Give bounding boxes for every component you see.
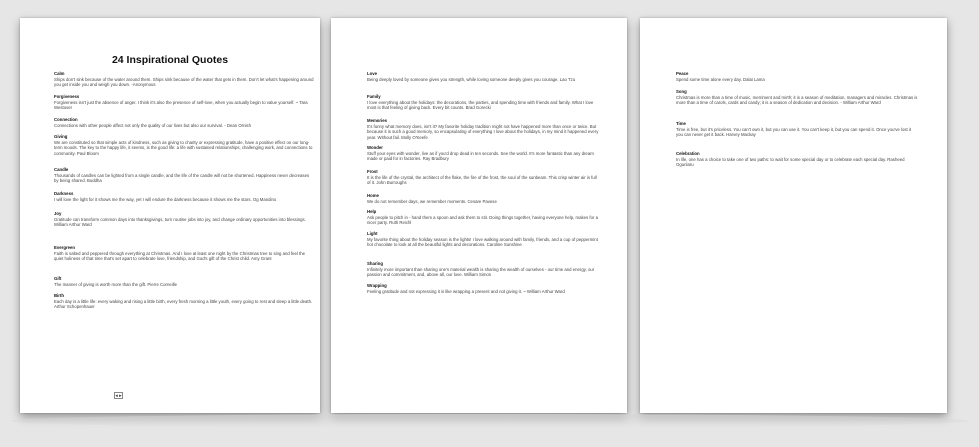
quote-title: Gift <box>54 276 62 281</box>
quote-title: Evergreen <box>54 245 76 250</box>
quote-title: Forgiveness <box>54 94 80 99</box>
quote-entry <box>367 261 599 278</box>
quote-title: Song <box>676 89 687 94</box>
quote-text: Each day is a little life: every waking and rising a little birth, every fresh morning a little youth, every going to rest and sleep a little death. Arthur Schopenhauer <box>54 298 313 310</box>
quote-entry <box>367 94 599 111</box>
quote-entry <box>367 145 599 162</box>
quote-text: Spend some time alone every day. Dalai Lama <box>676 76 765 82</box>
quote-title: Sharing <box>367 261 383 266</box>
quote-title: Home <box>367 193 379 198</box>
quote-text: It's funny what memory does, isn't it? My favorite holiday tradition might not have happened more than once or twice. But because it is such a good memory, so encapsulating of everything I love about the holidays, in my mind it happened every year. Without fail. Molly O'Keefe <box>367 123 599 141</box>
page-3 <box>640 18 947 413</box>
quote-text: It is the life of the crystal, the architect of the flake, the fire of the frost, the soul of the sunbeam. This crisp winter air is full of it. John Burroughs <box>367 174 597 186</box>
quote-text: Ships don't sink because of the water around them. Ships sink because of the water that gets in them. Don't let what's happening around you get inside you and weigh you down. -Anonymous <box>54 76 314 88</box>
quote-title: Darkness <box>54 191 74 196</box>
quote-text: Stuff your eyes with wonder, live as if you'd drop dead in ten seconds. See the world. It's more fantastic than any dream made or paid for in factories. Ray Bradbury <box>367 150 594 162</box>
quote-title: Wrapping <box>367 283 387 288</box>
quote-entry <box>367 231 599 248</box>
quote-entry <box>367 169 599 186</box>
quote-entry <box>54 167 314 184</box>
page-navigation-button[interactable]: ◂ ▸ <box>115 393 122 399</box>
quote-text: In life, one has a choice to take one of two paths: to wait for some special day or to celebrate each special day. Rasheed Ogunlaru <box>676 156 905 168</box>
quote-text: Thousands of candles can be lighted from a single candle, and the life of the candle will not be shortened. Happiness never decreases by being shared. Buddha <box>54 172 310 184</box>
quote-text: Infinitely more important than sharing one's material wealth is sharing the wealth of ourselves - our time and energy, our passion and commitment, and, above all, our love. William Simon <box>367 266 595 278</box>
quote-entry <box>367 209 599 226</box>
quote-text: I will love the light for it shows me the way, yet I will endure the darkness because it shows me the stars. Og Mandino <box>54 196 277 202</box>
quote-entry <box>676 121 918 138</box>
quote-entry <box>54 191 314 202</box>
quote-text: Faith is salted and peppered through everything at Christmas. And I love at least one night by the Christmas tree to sing and feel the quiet holiness of that time that's set apart to celebrate love, friendship, and God's gift of the Christ child. Amy Grant <box>54 250 306 262</box>
quote-title: Family <box>367 94 381 99</box>
quote-title: Help <box>367 209 377 214</box>
quote-title: Calm <box>54 71 65 76</box>
quote-title: Frost <box>367 169 378 174</box>
quote-text: We are constituted so that simple acts of kindness, such as giving to charity or expressing gratitude, have a positive effect on our long-term moods. The key to the happy life, it seems, is the good life: a life with sustained relationships, challenging work, and connections to community. Paul Bloom <box>54 139 313 157</box>
quote-title: Joy <box>54 211 62 216</box>
quote-text: I love everything about the holidays: the decorations, the parties, and spending time with friends and family. What I love most is that feeling of giving back. Every bit counts. Brad Gorecki <box>367 99 594 111</box>
quote-text: Ask people to pitch in - hand them a spoon and ask them to stir. Doing things together, having everyone help, makes for a nicer party. Ruth Reichl <box>367 214 598 226</box>
quote-text: Feeling gratitude and not expressing it is like wrapping a present and not giving it. ~ William Arthur Ward <box>367 288 565 294</box>
quote-text: My favorite thing about the holiday season is the lights! I love walking around with family, friends, and a cup of peppermint hot chocolate to look at all the beautiful lights and decorations. Caroline Sunshine <box>367 236 598 248</box>
quote-entry <box>54 71 314 88</box>
quote-entry <box>367 118 599 141</box>
quote-entry <box>676 89 918 106</box>
quote-entry <box>367 283 599 294</box>
shadow-decoration <box>10 414 969 428</box>
quote-text: We do not remember days, we remember moments. Cesare Pavese <box>367 198 497 204</box>
quote-text: Being deeply loved by someone gives you strength, while loving someone deeply gives you courage. Lao Tzu <box>367 76 576 82</box>
document-title: 24 Inspirational Quotes <box>111 54 229 66</box>
quote-text: Connections with other people affect not only the quality of our lives but also our survival. - Dean Ornish <box>54 122 251 128</box>
quote-title: Light <box>367 231 378 236</box>
quote-entry <box>54 245 314 262</box>
quote-entry <box>54 134 314 157</box>
quote-entry <box>54 211 314 228</box>
quote-title: Candle <box>54 167 69 172</box>
quote-title: Time <box>676 121 686 126</box>
quote-title: Memories <box>367 118 388 123</box>
quote-entry <box>367 71 599 82</box>
quote-entry <box>676 71 918 82</box>
quote-entry <box>54 117 314 128</box>
page-1 <box>20 18 320 413</box>
quote-entry <box>367 193 599 204</box>
quote-entry <box>676 151 918 168</box>
quote-entry <box>54 293 314 310</box>
quote-title: Wonder <box>367 145 383 150</box>
quote-title: Peace <box>676 71 689 76</box>
quote-text: Gratitude can transform common days into thanksgivings, turn routine jobs into joy, and change ordinary opportunities into blessings. William Arthur Ward <box>54 216 306 228</box>
quote-entry <box>54 276 314 287</box>
quote-title: Celebration <box>676 151 700 156</box>
page-2 <box>331 18 627 413</box>
quote-text: Christmas is more than a time of music, merriment and mirth; it is a season of meditation, managers and miracles. Christmas is more than a time of carols, cards and candy; it is a season of dedication and decision. - William Arthur Ward <box>676 94 918 106</box>
quote-entry <box>54 94 314 111</box>
quote-title: Love <box>367 71 378 76</box>
quote-text: The manner of giving is worth more than the gift. Pierre Corneille <box>54 281 177 287</box>
quote-title: Connection <box>54 117 78 122</box>
quote-title: Birth <box>54 293 65 298</box>
quote-text: Time is free, but it's priceless. You can't own it, but you can use it. You can't keep it, but you can spend it. Once you've lost it you can never get it back. Harvey Mackay <box>676 126 912 138</box>
quote-title: Giving <box>54 134 68 139</box>
quote-text: Forgiveness isn't just the absence of anger. I think it's also the presence of self-love, when you actually begin to value yourself. ~ Tara Westover <box>54 99 308 111</box>
